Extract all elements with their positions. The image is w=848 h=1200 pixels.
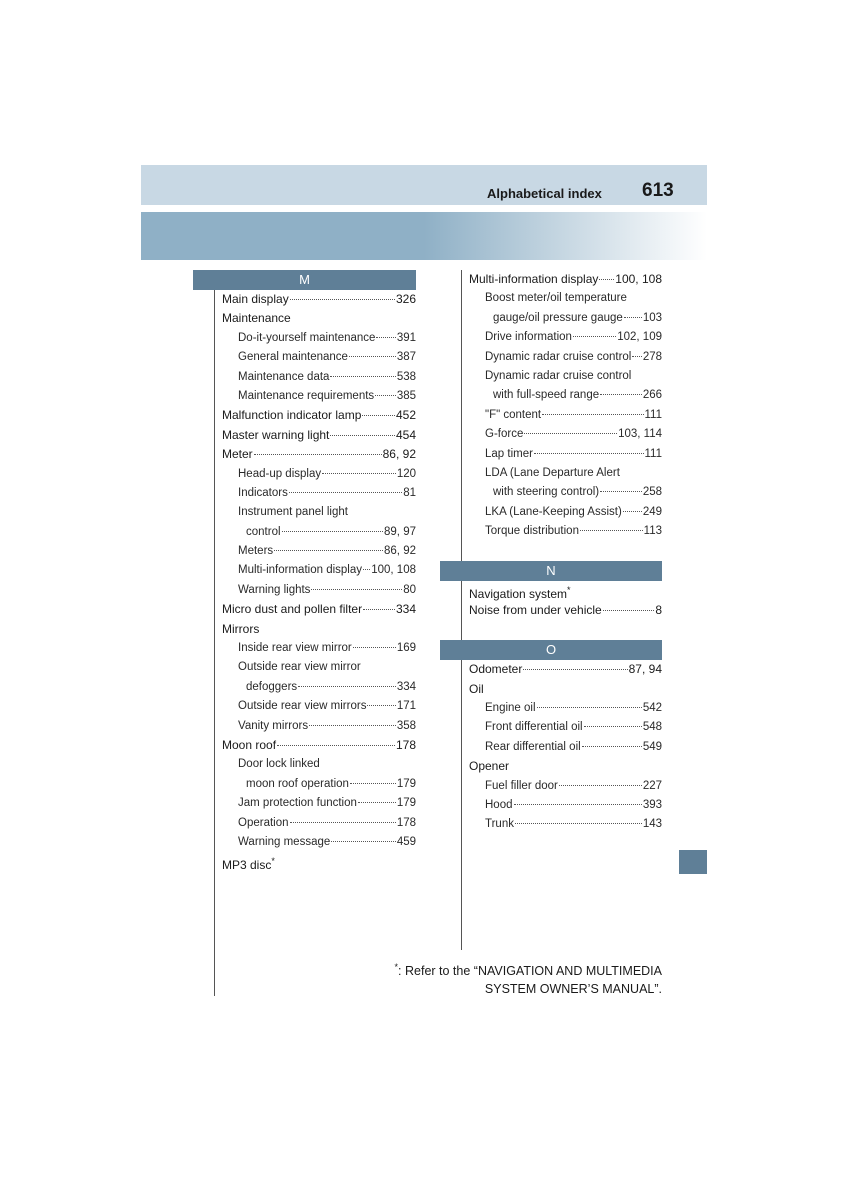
index-entry-page: 358	[396, 719, 416, 732]
dot-leader	[330, 435, 395, 436]
index-entry-page: 111	[644, 447, 662, 460]
index-entry-page: 542	[642, 702, 662, 715]
footnote-line-2: SYSTEM OWNER’S MANUAL”.	[484, 982, 662, 997]
dot-leader	[331, 841, 396, 842]
index-entry-label: Vanity mirrors	[238, 719, 309, 732]
index-entry-page: 113	[643, 525, 662, 538]
index-entry	[214, 620, 416, 639]
footnote	[395, 958, 662, 998]
index-entry	[214, 309, 416, 328]
index-entry	[461, 386, 662, 405]
index-entry	[214, 678, 416, 697]
dot-leader	[534, 453, 644, 454]
index-entry	[461, 581, 662, 600]
index-entry	[214, 755, 416, 774]
index-entry-page: 334	[396, 680, 416, 693]
index-entry	[461, 660, 662, 679]
index-entry-label: Meters	[238, 545, 274, 558]
index-entry	[214, 581, 416, 600]
dot-leader	[322, 473, 396, 474]
index-list-n	[461, 581, 662, 620]
index-entry-label: Maintenance requirements	[238, 389, 375, 402]
index-entry-label: with full-speed range	[493, 389, 600, 402]
index-entry	[461, 503, 662, 522]
index-entry-label: Instrument panel light	[238, 506, 348, 519]
index-entry-page: 549	[642, 740, 662, 753]
index-entry-page: 178	[396, 816, 416, 829]
index-entry	[214, 329, 416, 348]
index-entry-label: G-force	[485, 428, 524, 441]
index-entry-page: 266	[642, 389, 662, 402]
dot-leader	[290, 822, 396, 823]
index-list-m	[214, 290, 416, 872]
dot-leader	[330, 376, 395, 377]
index-entry-page: 103, 114	[618, 428, 662, 441]
index-entry-page: 80	[403, 583, 416, 596]
index-entry-label: Multi-information display	[469, 272, 599, 286]
index-entry-page: 81	[403, 486, 416, 499]
section-header-m: M	[193, 270, 416, 290]
index-entry-label: control	[246, 525, 281, 538]
index-entry-page: 87, 94	[628, 662, 662, 677]
footnote-star: *	[394, 962, 399, 972]
index-entry-label: Micro dust and pollen filter	[222, 602, 363, 617]
index-entry-label: Warning message	[238, 835, 331, 848]
index-entry-label: Navigation system	[469, 587, 568, 602]
dot-leader	[524, 433, 617, 434]
index-entry	[461, 522, 662, 541]
index-entry	[214, 406, 416, 425]
dot-leader	[277, 745, 395, 746]
index-entry	[214, 658, 416, 677]
index-entry	[461, 815, 662, 834]
index-entry-label: Torque distribution	[485, 525, 579, 538]
index-entry-label: LKA (Lane-Keeping Assist)	[485, 505, 622, 518]
dot-leader	[362, 415, 395, 416]
index-entry	[461, 367, 662, 386]
index-entry-label: Master warning light	[222, 427, 330, 442]
index-entry-label: Dynamic radar cruise control	[485, 350, 632, 363]
index-entry-page: 454	[395, 427, 416, 442]
index-entry-label: Boost meter/oil temperature	[485, 292, 627, 305]
header-banner	[141, 212, 707, 260]
index-entry-page: 179	[396, 777, 416, 790]
index-entry-label: Outside rear view mirrors	[238, 700, 367, 713]
index-entry-page: 391	[396, 331, 416, 344]
index-entry-label: with steering control)	[493, 486, 600, 499]
dot-leader	[580, 530, 643, 531]
index-entry	[461, 680, 662, 699]
page-number: 613	[642, 180, 674, 201]
dot-leader	[309, 725, 396, 726]
index-entry-label: Indicators	[238, 486, 288, 499]
index-entry-page: 89, 97	[384, 525, 416, 538]
index-entry	[214, 794, 416, 813]
index-entry	[461, 406, 662, 425]
index-entry-page: 227	[642, 779, 662, 792]
dot-leader	[523, 669, 627, 670]
index-entry	[214, 368, 416, 387]
index-entry-label: moon roof operation	[246, 777, 349, 790]
index-entry-label: Trunk	[485, 818, 514, 831]
index-entry-page: 86, 92	[384, 545, 416, 558]
index-entry	[214, 426, 416, 445]
index-entry	[214, 348, 416, 367]
index-entry	[461, 348, 662, 367]
dot-leader	[600, 491, 642, 492]
index-entry	[214, 717, 416, 736]
index-entry	[461, 445, 662, 464]
dot-leader	[349, 356, 396, 357]
dot-leader	[358, 802, 396, 803]
dot-leader	[537, 707, 642, 708]
index-entry-page: 538	[396, 370, 416, 383]
footnote-marker: *	[567, 585, 571, 596]
dot-leader	[599, 279, 614, 280]
index-entry-label: Main display	[222, 292, 289, 306]
dot-leader	[515, 823, 642, 824]
index-entry-page: 179	[396, 797, 416, 810]
footnote-marker: *	[271, 856, 275, 867]
index-entry-label: gauge/oil pressure gauge	[493, 311, 623, 324]
index-entry	[214, 387, 416, 406]
index-entry	[214, 523, 416, 542]
index-entry-label: General maintenance	[238, 351, 348, 364]
index-entry	[461, 738, 662, 757]
index-entry-label: Hood	[485, 798, 513, 811]
index-entry-label: Head-up display	[238, 467, 322, 480]
index-entry-label: Jam protection function	[238, 797, 357, 810]
index-entry-page: 111	[644, 408, 662, 421]
index-entry-page: 143	[642, 818, 662, 831]
dot-leader	[353, 647, 396, 648]
header-bar	[141, 165, 707, 205]
index-entry	[461, 464, 662, 483]
index-list-o	[461, 660, 662, 835]
index-entry	[461, 270, 662, 289]
dot-leader	[584, 726, 642, 727]
index-entry-label: Noise from under vehicle	[469, 602, 602, 617]
index-entry	[461, 777, 662, 796]
index-entry	[214, 697, 416, 716]
index-entry-label: Maintenance	[222, 311, 291, 326]
index-entry	[461, 718, 662, 737]
index-entry	[214, 736, 416, 755]
index-entry-page: 452	[395, 408, 416, 423]
index-entry-label: Front differential oil	[485, 721, 583, 734]
index-entry	[461, 601, 662, 620]
index-entry	[461, 309, 662, 328]
dot-leader	[311, 589, 402, 590]
dot-leader	[559, 785, 642, 786]
dot-leader	[290, 299, 395, 300]
index-entry-page: 393	[642, 798, 662, 811]
index-entry	[214, 852, 416, 871]
index-entry	[214, 445, 416, 464]
index-entry-label: Moon roof	[222, 737, 277, 752]
index-entry-label: Outside rear view mirror	[238, 661, 361, 674]
dot-leader	[363, 569, 370, 570]
page-section-title: Alphabetical index	[487, 186, 602, 201]
section-header-n: N	[440, 561, 662, 581]
dot-leader	[514, 804, 642, 805]
index-entry-page: 100, 108	[615, 272, 662, 286]
index-entry	[214, 775, 416, 794]
index-entry	[214, 833, 416, 852]
section-header-o: O	[440, 640, 662, 660]
index-entry-page: 86, 92	[382, 447, 416, 462]
index-entry-page: 120	[396, 467, 416, 480]
index-entry-label: "F" content	[485, 408, 542, 421]
dot-leader	[600, 394, 642, 395]
dot-leader	[542, 414, 643, 415]
index-entry-label: Multi-information display	[238, 564, 362, 577]
index-entry-label: Oil	[469, 681, 484, 696]
dot-leader	[274, 550, 383, 551]
dot-leader	[254, 454, 382, 455]
index-entry-label: Lap timer	[485, 447, 533, 460]
index-entry	[214, 542, 416, 561]
left-column	[214, 270, 416, 872]
index-entry	[461, 483, 662, 502]
dot-leader	[603, 610, 655, 611]
dot-leader	[350, 783, 396, 784]
footnote-line-1: : Refer to the “NAVIGATION AND MULTIMEDIA	[398, 964, 662, 979]
index-list-m-continued	[461, 270, 662, 541]
index-entry-page: 249	[642, 505, 662, 518]
index-entry	[214, 503, 416, 522]
index-entry-label: Odometer	[469, 662, 523, 677]
index-entry-label: Warning lights	[238, 583, 311, 596]
index-entry	[214, 814, 416, 833]
index-entry-label: Malfunction indicator lamp	[222, 408, 362, 423]
index-entry-page: 8	[655, 602, 662, 617]
index-entry-page: 326	[395, 292, 416, 306]
index-entry-page: 278	[642, 350, 662, 363]
right-column	[461, 270, 662, 835]
index-entry-label: Maintenance data	[238, 370, 330, 383]
index-entry	[214, 600, 416, 619]
dot-leader	[376, 337, 395, 338]
index-entry	[461, 699, 662, 718]
dot-leader	[573, 336, 616, 337]
index-entry-page: 171	[396, 700, 416, 713]
index-entry-page: 258	[642, 486, 662, 499]
index-entry	[461, 328, 662, 347]
index-entry-label: Opener	[469, 759, 510, 774]
dot-leader	[282, 531, 383, 532]
dot-leader	[375, 395, 396, 396]
index-entry-label: Rear differential oil	[485, 740, 581, 753]
index-entry-label: Dynamic radar cruise control	[485, 369, 632, 382]
index-entry-label: Meter	[222, 447, 253, 462]
index-entry-label: MP3 disc	[222, 858, 272, 873]
index-entry-label: Fuel filler door	[485, 779, 558, 792]
index-entry	[461, 289, 662, 308]
dot-leader	[367, 705, 395, 706]
index-entry-label: Engine oil	[485, 702, 536, 715]
index-entry	[214, 290, 416, 309]
index-entry-page: 548	[642, 721, 662, 734]
index-thumb-tab	[679, 850, 707, 874]
dot-leader	[624, 317, 642, 318]
index-entry-page: 169	[396, 642, 416, 655]
index-entry-page: 100, 108	[371, 564, 416, 577]
index-entry-page: 102, 109	[617, 331, 662, 344]
index-entry-label: Operation	[238, 816, 289, 829]
index-entry-label: defoggers	[246, 680, 298, 693]
index-entry-page: 385	[396, 389, 416, 402]
index-entry-label: LDA (Lane Departure Alert	[485, 466, 620, 479]
index-entry-page: 103	[642, 311, 662, 324]
index-entry	[214, 484, 416, 503]
index-entry-page: 334	[395, 602, 416, 617]
dot-leader	[363, 609, 395, 610]
dot-leader	[632, 356, 641, 357]
index-entry-label: Door lock linked	[238, 758, 320, 771]
index-entry	[214, 639, 416, 658]
index-entry-page: 387	[396, 351, 416, 364]
index-entry-label: Do-it-yourself maintenance	[238, 331, 376, 344]
index-entry-page: 459	[396, 835, 416, 848]
dot-leader	[623, 511, 642, 512]
index-entry	[461, 757, 662, 776]
dot-leader	[289, 492, 402, 493]
index-entry-label: Inside rear view mirror	[238, 642, 352, 655]
index-entry	[461, 796, 662, 815]
index-entry	[461, 425, 662, 444]
index-entry-label: Mirrors	[222, 621, 260, 636]
index-entry-label: Drive information	[485, 331, 572, 344]
dot-leader	[582, 746, 642, 747]
dot-leader	[298, 686, 396, 687]
index-entry	[214, 561, 416, 580]
index-entry-page: 178	[395, 737, 416, 752]
index-entry	[214, 465, 416, 484]
